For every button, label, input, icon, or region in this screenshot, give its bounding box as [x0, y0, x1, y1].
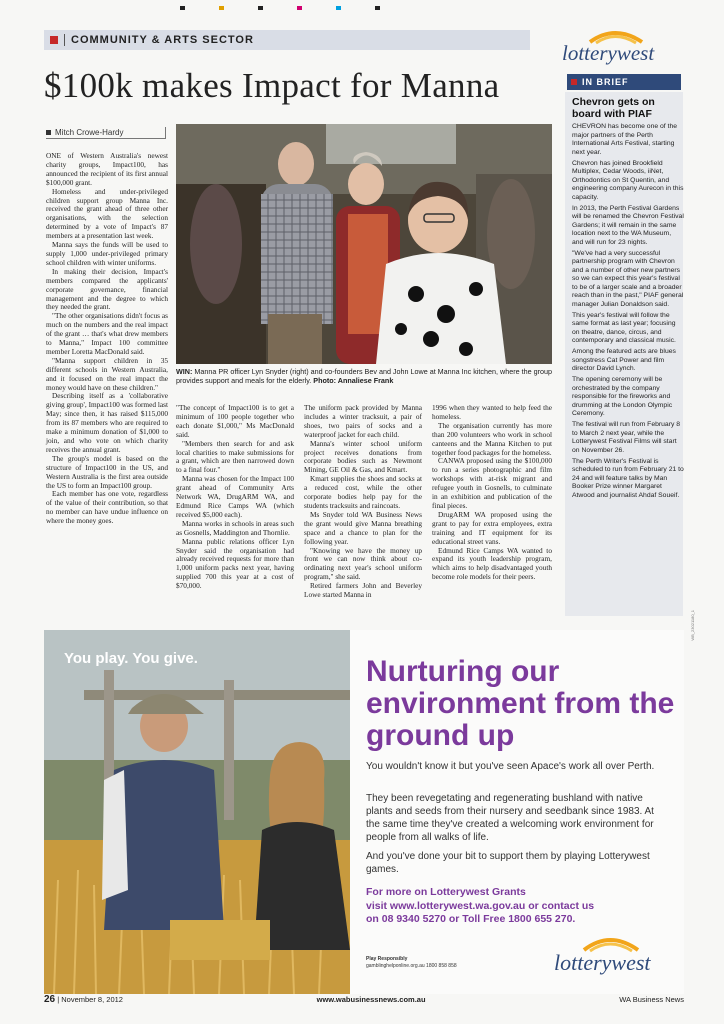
- article-paragraph: CANWA proposed using the $100,000 to run a series photographic and film workshops with at-risk migrant and refugee youth in Gosnells, to culminate in an exhibition and publication of the final pieces.: [432, 456, 552, 510]
- lotterywest-logo-ad: [552, 932, 664, 976]
- article-paragraph: In making their decision, Impact's members compared the applicants' corporate governance, financial management and the degree to which they needed the grant.: [46, 266, 168, 312]
- ad-paragraph: And you've done your bit to support them by playing Lotterywest games.: [366, 851, 650, 875]
- page-footer: [44, 994, 684, 1005]
- article-paragraph: Ms Snyder told WA Business News the grant would give Manna breathing space and a chance to plan for the following year.: [304, 509, 422, 546]
- article-paragraph: Manna public relations officer Lyn Snyder said the organisation had already received requests for more than 1,000 uniform packs next year, having supplied 700 this year at a cost of $70,000.: [176, 536, 294, 591]
- ad-contact-line: on 08 9340 5270 or Toll Free 1800 655 270.: [366, 913, 576, 925]
- ad-contact-line: visit www.lotterywest.wa.gov.au or contact us: [366, 899, 595, 912]
- footer-url: www.wabusinessnews.com.au: [316, 995, 426, 1004]
- gambling-help-text: gamblinghelponline.org.au 1800 858 858: [366, 962, 457, 969]
- logo-text: lotterywest: [554, 950, 651, 975]
- footer-page-info: 26 | November 8, 2012: [44, 994, 123, 1005]
- in-brief-marker-icon: [571, 79, 577, 85]
- in-brief-paragraph: This year's festival will follow the same format as last year; focusing on theatre, dance, circus, and contemporary and classical music.: [572, 311, 676, 344]
- ad-paragraph: You wouldn't know it but you've seen Apace's work all over Perth.: [366, 761, 655, 772]
- in-brief-paragraph: The Perth Writer's Festival is scheduled to run from February 21 to 24 and will feature talks by Man Booker Prize winner Margaret Atwood and journalist Ahdaf Soueif.: [572, 457, 684, 499]
- article-paragraph: Manna's winter school uniform project receives donations from corporate bodies such as Newmont Mining, GE Oil & Gas, and Kmart.: [304, 438, 422, 475]
- caption-body: Manna PR officer Lyn Snyder (right) and co-founders Bev and John Lowe at Manna Inc kitchen, where the group provides support and meals for the elderly.: [176, 367, 552, 385]
- ad-contact: [366, 886, 676, 927]
- article-paragraph: Kmart supplies the shoes and socks at a reduced cost, while the other corporate bodies help pay for the students tracksuits and raincoats.: [304, 474, 422, 510]
- in-brief-paragraph: CHEVRON has become one of the major partners of the Perth International Arts Festival, starting next year.: [572, 123, 678, 156]
- in-brief-paragraph: The festival will run from February 8 to March 2 next year, while the Lotterywest Festival Films will start on November 26.: [572, 421, 681, 454]
- article-column-1: [46, 152, 168, 526]
- article-column-3: [304, 404, 422, 600]
- play-responsibly: [366, 956, 457, 969]
- publication-name: WA Business News: [619, 995, 684, 1004]
- in-brief-paragraph: "We've had a very successful partnership program with Chevron and a number of other new partners so we can expect this year's festival to be of a larger scale and a broader reach than in the past," PIAF general manager Julian Donaldson said.: [572, 249, 684, 308]
- print-registration-marks: [180, 6, 380, 10]
- article-paragraph: "Manna support children in 35 different schools in Western Australia, and it focused on the real impact the money would have on these children.": [46, 355, 168, 392]
- in-brief-paragraph: Among the featured acts are blues songstress Cat Power and film director David Lynch.: [572, 348, 676, 372]
- article-paragraph: Describing itself as a 'collaborative giving group', Impact100 was formed last May; since then, it has raised $115,000 from its 87 members who are required to make a minimum donation of $1,000 to join, and who vote on which charity receives the annual grant.: [46, 391, 168, 454]
- ad-photo: [44, 630, 350, 994]
- side-code: WB_23021180_1: [690, 610, 695, 641]
- section-label: COMMUNITY & ARTS SECTOR: [64, 34, 254, 46]
- in-brief-paragraph: Chevron has joined Brookfield Multiplex, Cedar Woods, iiNet, Orthodontics on St Quentin, and engineering company Aurecon in this capacity.: [572, 159, 684, 201]
- section-marker-icon: [50, 36, 58, 44]
- ad-contact-line: For more on Lotterywest Grants: [366, 886, 526, 898]
- issue-date: November 8, 2012: [61, 995, 123, 1004]
- article-paragraph: 1996 when they wanted to help feed the homeless.: [432, 403, 552, 421]
- article-paragraph: The uniform pack provided by Manna includes a winter tracksuit, a pair of shoes, two pairs of socks and a waterproof jacket for each child.: [304, 403, 422, 439]
- byline-marker-icon: [46, 130, 51, 135]
- article-paragraph: "The concept of Impact100 is to get a minimum of 100 people together who each donate $1,000," Ms MacDonald said.: [176, 403, 294, 439]
- article-paragraph: Homeless and under-privileged children support group Manna Inc. received the grant ahead of three other organisations, with the selection determined by a vote of Impact's 87 members at a presentation last week.: [46, 186, 168, 241]
- article-paragraph: "Members then search for and ask local charities to make submissions for a grant, which are then narrowed down to a final four.": [176, 438, 294, 475]
- section-header: [44, 30, 530, 50]
- article-column-2: [176, 404, 294, 591]
- in-brief-paragraph: In 2013, the Perth Festival Gardens will be renamed the Chevron Festival Gardens; it will remain in the same location next to the WA Museum, and will run for 23 nights.: [572, 204, 684, 246]
- article-paragraph: "Knowing we have the money up front we can now think about co-ordinating next year's school uniform program," she said.: [304, 545, 422, 582]
- ad-paragraph: They been revegetating and regenerating bushland with native plants and seeds from their nursery and seedbank since 1983. At the same time they've created a welcoming work environment for people from all walks of life.: [366, 793, 654, 843]
- caption-lead: WIN:: [176, 367, 193, 376]
- lotterywest-logo: [560, 26, 670, 66]
- byline-author: Mitch Crowe-Hardy: [55, 128, 124, 137]
- page-number: 26: [44, 994, 56, 1005]
- caption-credit: Photo: Annaliese Frank: [311, 376, 394, 385]
- ad-tagline: You play. You give.: [64, 650, 198, 667]
- article-paragraph: Edmund Rice Camps WA wanted to expand its youth leadership program, which aims to help disadvantaged youth become role models for their peers.: [432, 545, 552, 582]
- byline: [46, 127, 166, 139]
- article-paragraph: Manna works in schools in areas such as Gosnells, Maddington and Thornlie.: [176, 518, 294, 537]
- in-brief-header: [567, 74, 681, 90]
- article-paragraph: The group's model is based on the structure of Impact100 in the US, and Western Australia is the first area outside the US to form an Impact100 group.: [46, 453, 168, 490]
- in-brief-title: Chevron gets on board with PIAF: [572, 96, 655, 120]
- article-paragraph: Each member has one vote, regardless of the value of their contribution, so that no member can have undue influence on where the money goes.: [46, 489, 168, 526]
- article-paragraph: Manna says the funds will be used to supply 1,000 under-privileged primary school children with winter uniforms.: [46, 240, 168, 267]
- article-paragraph: DrugARM WA proposed using the grant to pay for extra employees, extra training and IT equipment for its educational street vans.: [432, 509, 552, 546]
- article-paragraph: Retired farmers John and Beverley Lowe started Manna in: [304, 581, 422, 600]
- headline: $100k makes Impact for Manna: [44, 66, 500, 105]
- article-photo: [176, 124, 552, 364]
- photo-caption: [176, 367, 552, 385]
- play-responsibly-label: Play Responsibly: [366, 956, 408, 962]
- article-paragraph: Manna was chosen for the Impact 100 grant ahead of Community Arts Network WA, DrugARM WA, and Edmund Rice Camps WA (which received $5,000 each).: [176, 474, 294, 519]
- article-column-4: [432, 404, 552, 582]
- logo-text: lotterywest: [562, 41, 655, 65]
- ad-title: Nurturing our environment from the ground up: [366, 655, 675, 752]
- article-paragraph: ONE of Western Australia's newest charity groups, Impact100, has announced the recipient of its first annual $100,000 grant.: [46, 151, 168, 187]
- in-brief-paragraph: The opening ceremony will be orchestrated by the company responsible for the fireworks and drumming at the London Olympic Ceremony.: [572, 376, 673, 417]
- article-paragraph: "The other organisations didn't focus as much on the numbers and the real impact of the grant … that's what drew members to Manna," Impact 100 committee member Loretta MacDonald said.: [46, 311, 168, 356]
- article-paragraph: The organisation currently has more than 200 volunteers who work in school canteens and the Manna Kitchen to put together food packages for the homeless.: [432, 420, 552, 457]
- in-brief-body: [572, 123, 684, 503]
- in-brief-label: IN BRIEF: [582, 77, 629, 87]
